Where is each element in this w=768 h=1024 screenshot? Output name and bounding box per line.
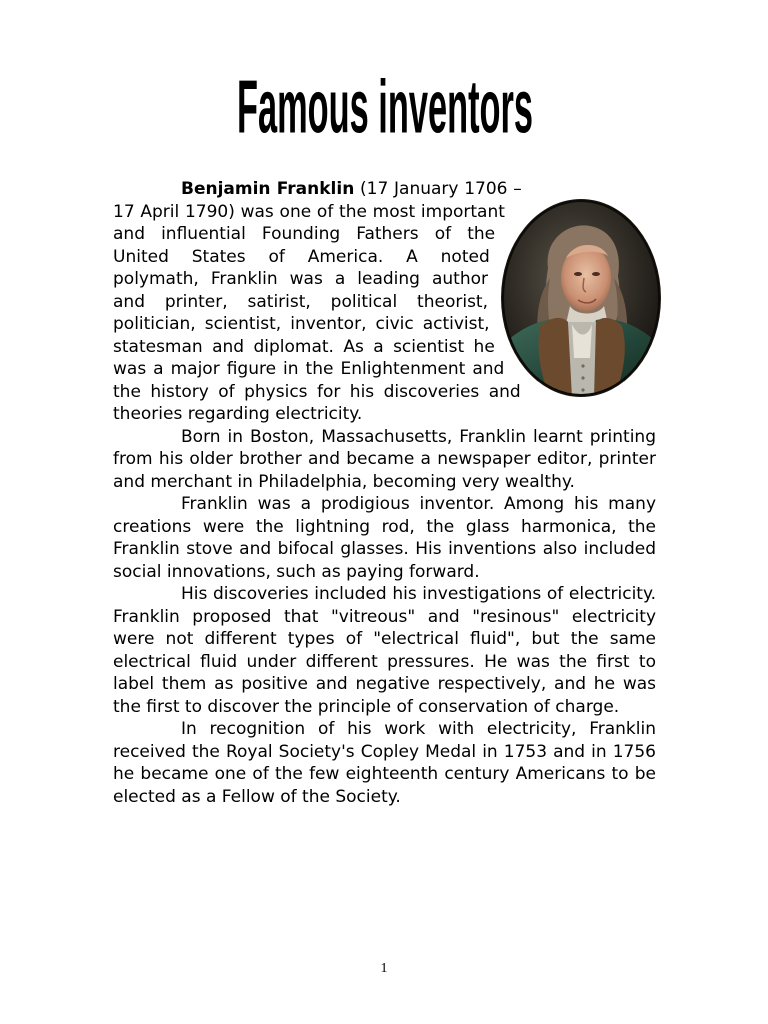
title-wordart (230, 62, 540, 152)
paragraph-inventions: Franklin was a prodigious inventor. Among his many creations were the lightning rod, the glass harmonica, the Franklin stove and bifocal glasses. His inventions also included social innovations, such as paying forward. (113, 494, 656, 582)
page-number: 1 (380, 961, 388, 976)
title-text: Famous inventors (237, 65, 533, 150)
subject-name: Benjamin Franklin (181, 179, 355, 199)
portrait-illustration (500, 198, 662, 398)
article-body (113, 178, 656, 808)
document-title (230, 62, 540, 152)
paragraph-early-life: Born in Boston, Massachusetts, Franklin learnt printing from his older brother and became a newspaper editor, printer and merchant in Philadelphia, becoming very wealthy. (113, 426, 656, 492)
portrait-image (500, 198, 662, 398)
paragraph-intro-text: (17 January 1706 – 17 April 1790) was one of the most important and influential Founding Fathers of the United States of America. A noted polymath, Franklin was a leading author and printer, satirist, political theorist, politician, scientist, inventor, civic activist, statesman and diplomat. As a scientist he was a major figure in the Enlightenment and the history of physics for his discoveries and theories regarding electricity. (113, 179, 522, 424)
paragraph-recognition: In recognition of his work with electricity, Franklin received the Royal Society's Copley Medal in 1753 and in 1756 he became one of the few eighteenth century Americans to be elected as a Fellow of the Society. (113, 719, 656, 807)
paragraph-electricity: His discoveries included his investigations of electricity. Franklin proposed that "vitreous" and "resinous" electricity were not different types of "electrical fluid", but the same electrical fluid under different pressures. He was the first to label them as positive and negative respectively, and he was the first to discover the principle of conservation of charge. (113, 584, 656, 717)
